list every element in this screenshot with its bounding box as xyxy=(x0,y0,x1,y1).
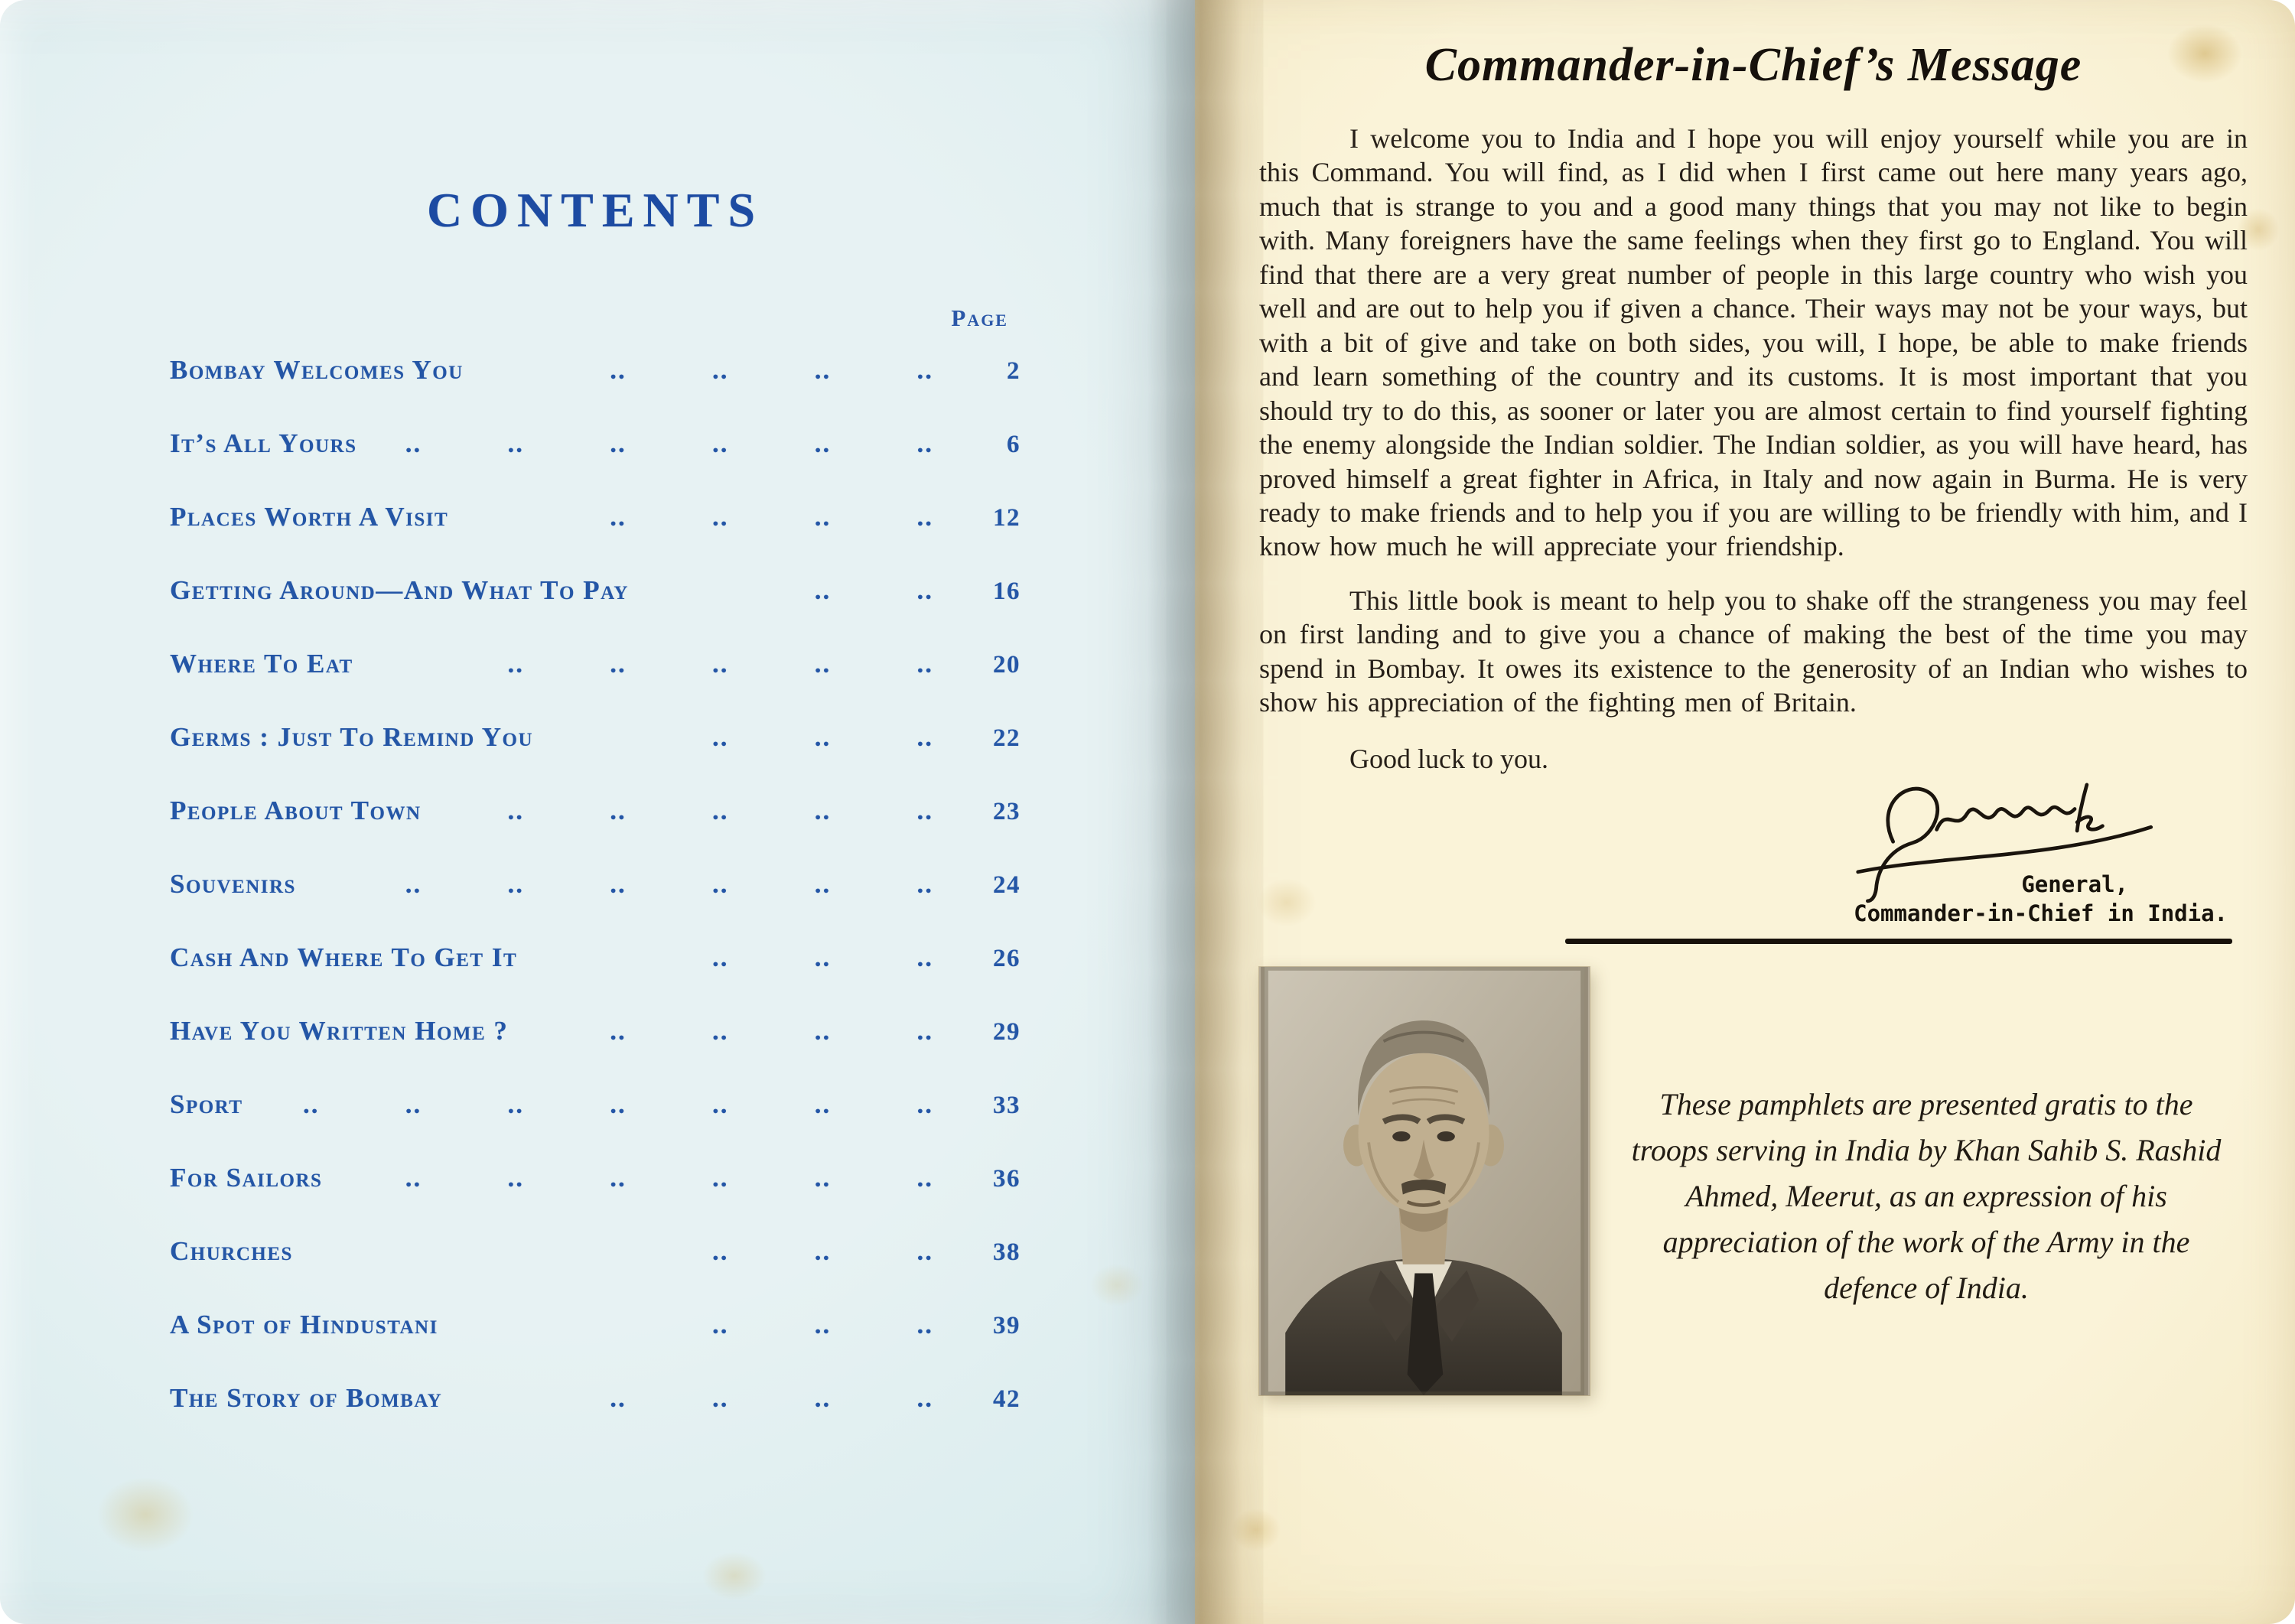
toc-page-number: 2 xyxy=(1007,357,1021,385)
bottom-section xyxy=(1259,967,2248,1395)
toc-entry xyxy=(170,574,1021,608)
toc-page-number: 24 xyxy=(993,871,1021,899)
toc-entry-title: It’s All Yours xyxy=(170,428,357,458)
message-paragraph: I welcome you to India and I hope you will enjoy yourself while you are in this Command. You will find, as I did when I first came out here many years ago, much that is strange to you and a good many things that you may not like to begin with. Many foreigners have the same feelings when they first go to England. You will find that there are a very great number of people in this large country who wish you well and are out to help you if given a chance. Their ways may not be your ways, but with a bit of give and take on both sides, you will, I hope, be able to make friends and learn something of the country and its customs. It is most important that you should try to do this, as sooner or later you are almost certain to find yourself fighting the enemy alongside the Indian soldier. The Indian soldier, as you will have heard, has proved himself a great fighter in Africa, in Italy and now again in Burma. He is very ready to make friends and to help you if you are willing to be friendly with him, and I know how much he will appreciate your friendship. xyxy=(1259,123,2248,562)
toc-leader-dots: .. .. .. .. .. xyxy=(507,796,933,825)
message-title: Commander-in-Chief’s Message xyxy=(1424,39,2082,91)
toc-entry xyxy=(170,794,1021,828)
toc-leader-dots: .. .. .. .. xyxy=(610,502,933,532)
toc-entry-title: For Sailors xyxy=(170,1163,323,1193)
typed-signature-title xyxy=(1259,870,2228,929)
typed-role: Commander-in-Chief in India. xyxy=(1854,900,2228,926)
signature-rule xyxy=(1565,939,2232,944)
typed-rank: General, xyxy=(2021,871,2128,897)
toc-entry-title: Cash And Where To Get It xyxy=(170,942,518,972)
toc-entry-title: Bombay Welcomes You xyxy=(170,355,464,385)
toc-leader-dots: .. .. .. .. xyxy=(610,1383,933,1413)
toc-leader-dots: .. .. .. .. xyxy=(610,355,933,385)
toc-leader-dots: .. .. xyxy=(814,575,933,605)
toc-page-number: 23 xyxy=(993,798,1021,825)
toc-entry xyxy=(170,1308,1021,1342)
toc-entry-title: Sport xyxy=(170,1089,243,1119)
portrait-illustration xyxy=(1259,967,1590,1395)
toc-page-number: 42 xyxy=(993,1385,1021,1413)
toc-page-number: 16 xyxy=(993,578,1021,605)
toc-page-number: 36 xyxy=(993,1165,1021,1193)
toc-leader-dots: .. .. .. .. .. .. .. xyxy=(303,1089,933,1119)
portrait-photo xyxy=(1259,967,1590,1395)
toc-entry-title: Souvenirs xyxy=(170,869,296,899)
toc-page-number: 29 xyxy=(993,1018,1021,1046)
toc-leader-dots: .. .. .. .. .. .. xyxy=(405,869,933,899)
toc-page-number: 26 xyxy=(993,945,1021,972)
toc-entry xyxy=(170,1235,1021,1269)
toc-entry xyxy=(170,353,1021,388)
toc-entry xyxy=(170,1088,1021,1122)
page-column-label: Page xyxy=(951,304,1008,331)
toc-entry-title: Where To Eat xyxy=(170,649,353,679)
toc-entry-title: A Spot of Hindustani xyxy=(170,1310,438,1339)
toc-entry-title: Getting Around—And What To Pay xyxy=(170,575,629,605)
toc-entry-title: Places Worth A Visit xyxy=(170,502,449,532)
toc-page-number: 39 xyxy=(993,1312,1021,1339)
toc-leader-dots: .. .. .. xyxy=(712,1310,933,1339)
toc-leader-dots: .. .. .. .. xyxy=(610,1016,933,1046)
toc-entry xyxy=(170,1014,1021,1049)
toc-entry-title: People About Town xyxy=(170,796,422,825)
toc-entry-title: Have You Written Home ? xyxy=(170,1016,509,1046)
toc-entry xyxy=(170,941,1021,975)
toc-entry xyxy=(170,500,1021,535)
signature-image xyxy=(1746,764,2212,903)
dedication-note: These pamphlets are presented gratis to the troops serving in India by Khan Sahib S. Rashid Ahmed, Meerut, as an expression of his appreciation of the work of the Army in the defence of India. xyxy=(1631,1087,2222,1306)
toc-page-number: 22 xyxy=(993,724,1021,752)
toc-entry xyxy=(170,721,1021,755)
toc-entry xyxy=(170,867,1021,902)
toc-page-number: 6 xyxy=(1007,431,1021,458)
toc-entry-title: Churches xyxy=(170,1236,293,1266)
toc-leader-dots: .. .. .. .. .. .. xyxy=(405,428,933,458)
contents-title: CONTENTS xyxy=(426,183,764,237)
closing-line: Good luck to you. xyxy=(1349,743,1548,774)
toc-page-number: 38 xyxy=(993,1238,1021,1266)
toc-page-number: 20 xyxy=(993,651,1021,679)
toc-entry-title: Germs : Just To Remind You xyxy=(170,722,534,752)
commander-message xyxy=(1195,0,2295,1624)
message-page xyxy=(1195,0,2295,1624)
message-paragraph: This little book is meant to help you to shake off the strangeness you may feel on first landing and to give you a chance of making the best of the time you may spend in Bombay. It owes its existence to the generosity of an Indian who wishes to show his appreciation of the fighting men of Britain. xyxy=(1259,584,2248,718)
toc-leader-dots: .. .. .. xyxy=(712,722,933,752)
toc-entry xyxy=(170,427,1021,461)
toc-page-number: 33 xyxy=(993,1092,1021,1119)
toc-entry-title: The Story of Bombay xyxy=(170,1383,443,1413)
toc-list xyxy=(170,353,1021,1416)
toc-leader-dots: .. .. .. xyxy=(712,942,933,972)
toc-entry xyxy=(170,647,1021,682)
toc-leader-dots: .. .. .. .. .. xyxy=(507,649,933,679)
toc-entry xyxy=(170,1382,1021,1416)
toc-leader-dots: .. .. .. xyxy=(712,1236,933,1266)
toc-leader-dots: .. .. .. .. .. .. xyxy=(405,1163,933,1193)
toc-entry xyxy=(170,1161,1021,1196)
toc-page-number: 12 xyxy=(993,504,1021,532)
